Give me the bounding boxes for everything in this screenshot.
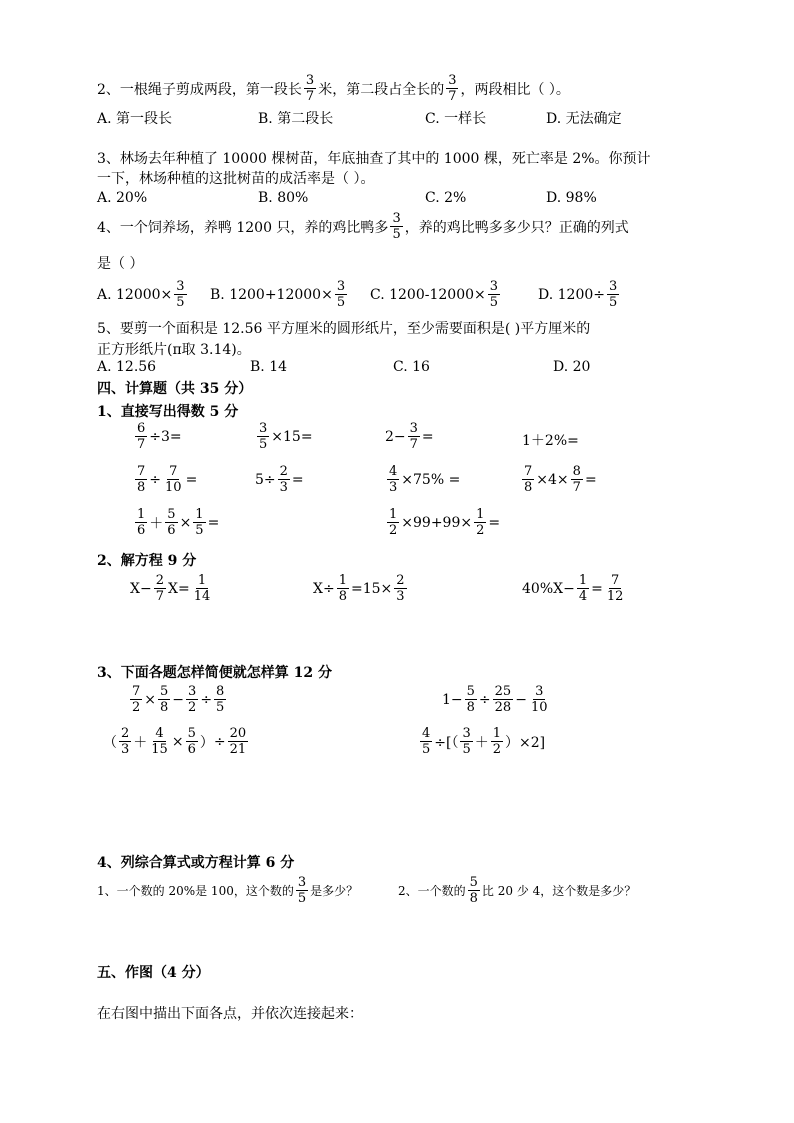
- calc-item: $\frac{1}{6}$ ＋ $\frac{5}{6}$ × $\frac{1}{5}$ =: [137, 507, 220, 538]
- q5-line1: 5、要剪一个面积是 12.56 平方厘米的圆形纸片，至少需要面积是( )平方厘米的: [97, 321, 591, 337]
- q2-option-c: C. 一样长: [425, 111, 487, 127]
- calc-item: $\frac{1}{2}$ ×99+99× $\frac{1}{2}$ =: [389, 507, 501, 538]
- q5-line2: 正方形纸片(π取 3.14)。: [97, 342, 251, 358]
- q5-option-c: C. 16: [393, 359, 430, 375]
- q3-line1: 3、林场去年种植了 10000 棵树苗，年底抽查了其中的 1000 棵，死亡率是 2%。你预计: [97, 151, 651, 167]
- part-1-title: 1、直接写出得数 5 分: [97, 404, 239, 420]
- equation: X÷ $\frac{1}{8}$ =15× $\frac{2}{3}$: [313, 573, 405, 604]
- calc-item: 2− $\frac{3}{7}$ =: [385, 421, 434, 452]
- calc-item: 5÷ $\frac{2}{3}$ =: [255, 464, 304, 495]
- q4-line1: 4、一个饲养场，养鸭 1200 只，养的鸡比鸭多 $\frac{3}{5}$ ，养的鸡比鸭多多少只？正确的列式: [97, 211, 629, 242]
- equation: X− $\frac{2}{7}$ X= $\frac{1}{14}$: [130, 573, 211, 604]
- simplify-item: （ $\frac{2}{3}$ ＋ $\frac{4}{15}$ × $\frac{5}{6}$ ） ÷ $\frac{20}{21}$: [103, 726, 247, 757]
- calc-item: $\frac{4}{3}$ ×75% =: [389, 464, 461, 495]
- fraction: $\frac{3}{5}$: [392, 211, 401, 242]
- section-5-title: 五、作图（4 分）: [97, 965, 210, 981]
- q5-option-a: A. 12.56: [97, 359, 157, 375]
- part-4-title: 4、列综合算式或方程计算 6 分: [97, 855, 295, 871]
- calc-item: $\frac{3}{5}$ ×15=: [259, 421, 313, 452]
- section-5-text: 在右图中描出下面各点，并依次连接起来：: [97, 1006, 363, 1022]
- q2-line: 2、一根绳子剪成两段，第一段长 $\frac{3}{7}$ 米，第二段占全长的 $\frac{3}{7}$ ，两段相比（ ）。: [97, 73, 570, 104]
- q4-line2: 是（ ）: [97, 256, 144, 272]
- q5-option-b: B. 14: [250, 359, 288, 375]
- q3-option-a: A. 20%: [97, 190, 148, 206]
- calc-item: 1＋2%=: [522, 433, 579, 449]
- section-4-title: 四、计算题（共 35 分）: [97, 381, 253, 397]
- calc-item: $\frac{7}{8}$ ×4× $\frac{8}{7}$ =: [524, 464, 597, 495]
- equation: 40%X− $\frac{1}{4}$ = $\frac{7}{12}$: [522, 573, 624, 604]
- simplify-item: 1− $\frac{5}{8}$ ÷ $\frac{25}{28}$ − $\frac{3}{10}$: [442, 684, 548, 715]
- part-3-title: 3、下面各题怎样简便就怎样算 12 分: [97, 665, 332, 681]
- q4-option-b: B. 1200+12000× $\frac{3}{5}$: [210, 279, 346, 310]
- fraction: $\frac{3}{7}$: [305, 73, 315, 104]
- q4-option-d: D. 1200÷ $\frac{3}{5}$: [538, 279, 618, 310]
- simplify-item: $\frac{7}{2}$ × $\frac{5}{8}$ − $\frac{3}{2}$ ÷ $\frac{8}{5}$: [132, 684, 225, 715]
- fraction: $\frac{3}{7}$: [448, 73, 457, 104]
- q4-option-c: C. 1200-12000× $\frac{3}{5}$: [370, 279, 499, 310]
- part-2-title: 2、解方程 9 分: [97, 553, 197, 569]
- simplify-item: $\frac{4}{5}$ ÷[（ $\frac{3}{5}$ ＋ $\frac{1}{2}$ ）×2]: [422, 726, 546, 757]
- q2-option-d: D. 无法确定: [546, 111, 622, 127]
- calc-item: $\frac{6}{7}$ ÷3=: [137, 421, 182, 452]
- q2-option-a: A. 第一段长: [97, 111, 173, 127]
- calc-item: $\frac{7}{8}$ ÷ $\frac{7}{10}$ =: [137, 464, 198, 495]
- q2-option-b: B. 第二段长: [258, 111, 334, 127]
- word-problem-2: 2、一个数的 $\frac{5}{8}$ 比 20 少 4，这个数是多少？: [398, 875, 637, 906]
- q4-option-a: A. 12000× $\frac{3}{5}$: [97, 279, 185, 310]
- q3-line2: 一下，林场种植的这批树苗的成活率是（ ）。: [97, 171, 375, 187]
- q3-option-d: D. 98%: [546, 190, 597, 206]
- q3-option-b: B. 80%: [258, 190, 309, 206]
- q5-option-d: D. 20: [553, 359, 591, 375]
- word-problem-1: 1、一个数的 20%是 100，这个数的 $\frac{3}{5}$ 是多少？: [97, 875, 359, 906]
- q3-option-c: C. 2%: [425, 190, 467, 206]
